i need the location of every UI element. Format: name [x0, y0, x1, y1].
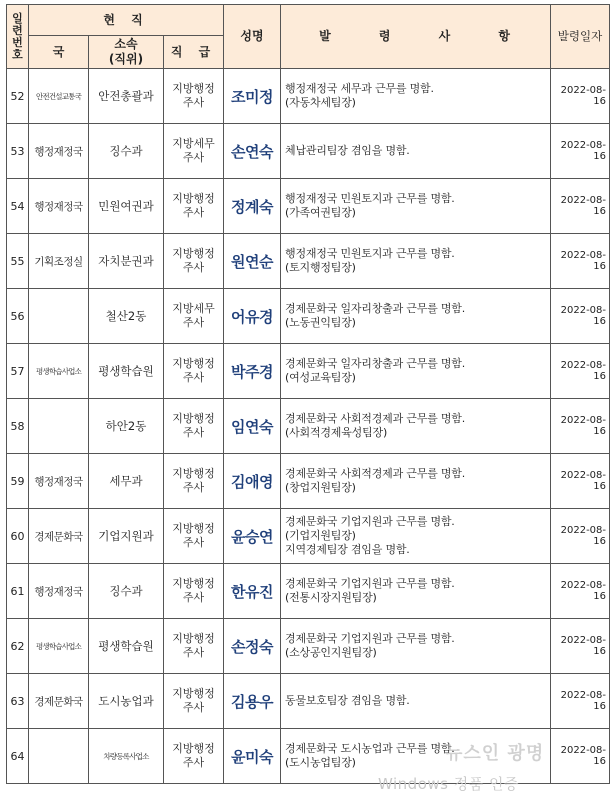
header-date: 발령일자: [551, 5, 610, 69]
row-grade: [164, 454, 224, 509]
row-bureau: [29, 729, 89, 784]
row-name: 어유경: [224, 289, 281, 344]
row-grade: [164, 289, 224, 344]
header-dept: [89, 36, 164, 69]
row-grade-line2: 주사: [182, 426, 205, 439]
row-grade-line1: 지방행정: [172, 632, 215, 645]
row-grade-line1: 지방행정: [172, 522, 215, 535]
row-dept: 안전총괄과: [89, 69, 164, 124]
row-content-line: (사회적경제육성팀장): [285, 426, 388, 439]
row-dept: 기업지원과: [89, 509, 164, 564]
row-dept: 평생학습원: [89, 619, 164, 674]
row-dept: 세무과: [89, 454, 164, 509]
row-content: [281, 674, 551, 729]
row-bureau: 경제문화국: [29, 509, 89, 564]
row-grade-line1: 지방행정: [172, 357, 215, 370]
news-stamp: 뉴스인 광명: [445, 743, 545, 764]
row-content: [281, 69, 551, 124]
row-grade-line2: 주사: [182, 206, 205, 219]
row-name: 손정숙: [224, 619, 281, 674]
header-content: 발 령 사 항: [281, 5, 551, 69]
row-grade-line1: 지방행정: [172, 577, 215, 590]
row-date: 2022-08-16: [551, 619, 610, 674]
row-date: 2022-08-16: [551, 289, 610, 344]
row-content-line: (토지행정팀장): [285, 261, 356, 274]
row-grade: [164, 69, 224, 124]
row-date: 2022-08-16: [551, 399, 610, 454]
row-content-line: (소상공인지원팀장): [285, 646, 377, 659]
row-content-line: (가족여권팀장): [285, 206, 356, 219]
row-bureau: 행정재정국: [29, 124, 89, 179]
row-name: 박주경: [224, 344, 281, 399]
row-number: 60: [7, 509, 29, 564]
row-number: 62: [7, 619, 29, 674]
row-content: [281, 344, 551, 399]
row-name: 윤미숙: [224, 729, 281, 784]
row-date: 2022-08-16: [551, 124, 610, 179]
row-content-line: 행정재정국 민원토지과 근무를 명함.: [285, 247, 455, 260]
row-date: 2022-08-16: [551, 179, 610, 234]
row-content-line: (도시농업팀장): [285, 756, 356, 769]
row-date: 2022-08-16: [551, 454, 610, 509]
table-row: [7, 179, 610, 234]
row-bureau: [29, 399, 89, 454]
row-name: 윤승연: [224, 509, 281, 564]
row-dept: 자치분권과: [89, 234, 164, 289]
row-bureau: 행정재정국: [29, 564, 89, 619]
row-content: [281, 179, 551, 234]
row-grade-line2: 주사: [182, 481, 205, 494]
header-name: 성명: [224, 5, 281, 69]
row-number: 54: [7, 179, 29, 234]
row-grade-line1: 지방행정: [172, 247, 215, 260]
row-content-line: 경제문화국 기업지원과 근무를 명함.: [285, 577, 455, 590]
row-grade-line1: 지방행정: [172, 82, 215, 95]
row-grade-line2: 주사: [182, 701, 205, 714]
row-number: 63: [7, 674, 29, 729]
row-grade: [164, 124, 224, 179]
row-number: 57: [7, 344, 29, 399]
table-body: [7, 69, 610, 784]
row-date: 2022-08-16: [551, 69, 610, 124]
table-row: [7, 289, 610, 344]
row-dept: 철산2동: [89, 289, 164, 344]
row-number: 64: [7, 729, 29, 784]
row-grade: [164, 399, 224, 454]
row-grade-line2: 주사: [182, 96, 205, 109]
row-bureau: 평생학습사업소: [29, 344, 89, 399]
row-grade: [164, 729, 224, 784]
row-bureau: 행정재정국: [29, 454, 89, 509]
row-bureau: 경제문화국: [29, 674, 89, 729]
row-number: 55: [7, 234, 29, 289]
table-row: [7, 234, 610, 289]
header-dept-line1: 소속: [114, 37, 138, 51]
row-grade-line2: 주사: [182, 536, 205, 549]
row-content-line: 경제문화국 사회적경제과 근무를 명함.: [285, 412, 466, 425]
row-content-line: (전통시장지원팀장): [285, 591, 377, 604]
row-grade: [164, 674, 224, 729]
row-grade: [164, 564, 224, 619]
header-current-post: 현 직: [29, 5, 224, 36]
row-dept: 도시농업과: [89, 674, 164, 729]
table-row: [7, 564, 610, 619]
row-number: 56: [7, 289, 29, 344]
row-bureau: 안전건설교통국: [29, 69, 89, 124]
row-grade-line1: 지방행정: [172, 412, 215, 425]
row-date: 2022-08-16: [551, 674, 610, 729]
row-number: 52: [7, 69, 29, 124]
row-content-line: (노동권익팀장): [285, 316, 356, 329]
table-header: [7, 5, 610, 69]
row-content: [281, 124, 551, 179]
row-grade-line1: 지방행정: [172, 687, 215, 700]
header-seq: 일련번호: [7, 5, 29, 69]
row-content-line: 행정재정국 세무과 근무를 명함.: [285, 82, 434, 95]
row-content-line: 행정재정국 민원토지과 근무를 명함.: [285, 192, 455, 205]
row-number: 59: [7, 454, 29, 509]
row-content-line: 경제문화국 기업지원과 근무를 명함.: [285, 632, 455, 645]
row-name: 원연순: [224, 234, 281, 289]
row-content: [281, 509, 551, 564]
row-name: 김용우: [224, 674, 281, 729]
row-content: [281, 399, 551, 454]
row-name: 한유진: [224, 564, 281, 619]
row-date: 2022-08-16: [551, 564, 610, 619]
row-content-line: (자동차세팀장): [285, 96, 356, 109]
row-content-line: 경제문화국 일자리창출과 근무를 명함.: [285, 357, 466, 370]
row-dept: 징수과: [89, 564, 164, 619]
row-date: 2022-08-16: [551, 344, 610, 399]
table-row: [7, 69, 610, 124]
row-dept: 평생학습원: [89, 344, 164, 399]
row-grade: [164, 234, 224, 289]
row-content: [281, 619, 551, 674]
row-content-line: 지역경제팀장 겸임을 명함.: [285, 543, 410, 556]
table-row: [7, 509, 610, 564]
row-date: 2022-08-16: [551, 234, 610, 289]
table-row: [7, 619, 610, 674]
row-grade-line2: 주사: [182, 591, 205, 604]
row-grade-line1: 지방행정: [172, 742, 215, 755]
row-grade-line1: 지방행정: [172, 467, 215, 480]
row-bureau: 행정재정국: [29, 179, 89, 234]
row-content: [281, 564, 551, 619]
row-content: [281, 289, 551, 344]
row-grade: [164, 344, 224, 399]
header-grade: 직 급: [164, 36, 224, 69]
row-date: 2022-08-16: [551, 509, 610, 564]
row-name: 조미정: [224, 69, 281, 124]
row-content-line: 경제문화국 사회적경제과 근무를 명함.: [285, 467, 466, 480]
row-content-line: 체납관리팀장 겸임을 명함.: [285, 144, 410, 157]
row-content: [281, 454, 551, 509]
row-bureau: 평생학습사업소: [29, 619, 89, 674]
row-content-line: (기업지원팀장): [285, 529, 356, 542]
row-grade-line1: 지방세무: [172, 137, 215, 150]
row-content-line: 경제문화국 기업지원과 근무를 명함.: [285, 515, 455, 528]
row-content-line: 경제문화국 도시농업과 근무를 명함.: [285, 742, 455, 755]
appointment-table: [6, 4, 610, 784]
row-grade-line2: 주사: [182, 151, 205, 164]
row-name: 정계숙: [224, 179, 281, 234]
row-content-line: (창업지원팀장): [285, 481, 356, 494]
row-grade: [164, 619, 224, 674]
row-grade-line1: 지방세무: [172, 302, 215, 315]
row-dept: 차량등록사업소: [89, 729, 164, 784]
row-grade: [164, 179, 224, 234]
table-row: [7, 124, 610, 179]
header-dept-line2: (직위): [108, 52, 144, 66]
row-content-line: 경제문화국 일자리창출과 근무를 명함.: [285, 302, 466, 315]
row-grade-line2: 주사: [182, 371, 205, 384]
row-name: 손연숙: [224, 124, 281, 179]
row-number: 58: [7, 399, 29, 454]
row-grade-line1: 지방행정: [172, 192, 215, 205]
table-row: [7, 454, 610, 509]
row-dept: 하안2동: [89, 399, 164, 454]
row-number: 53: [7, 124, 29, 179]
row-content: [281, 234, 551, 289]
row-grade-line2: 주사: [182, 756, 205, 769]
row-content-line: 동물보호팀장 겸임을 명함.: [285, 694, 410, 707]
table-row: [7, 344, 610, 399]
row-name: 김애영: [224, 454, 281, 509]
row-date: 2022-08-16: [551, 729, 610, 784]
row-dept: 민원여권과: [89, 179, 164, 234]
row-number: 61: [7, 564, 29, 619]
row-grade-line2: 주사: [182, 316, 205, 329]
row-bureau: 기획조정실: [29, 234, 89, 289]
table-row: [7, 674, 610, 729]
row-grade-line2: 주사: [182, 261, 205, 274]
table-row: [7, 399, 610, 454]
row-grade-line2: 주사: [182, 646, 205, 659]
row-content-line: (여성교육팀장): [285, 371, 356, 384]
row-bureau: [29, 289, 89, 344]
header-bureau: 국: [29, 36, 89, 69]
row-dept: 징수과: [89, 124, 164, 179]
row-grade: [164, 509, 224, 564]
row-name: 임연숙: [224, 399, 281, 454]
activation-watermark: Windows 정품 인증: [378, 775, 519, 793]
